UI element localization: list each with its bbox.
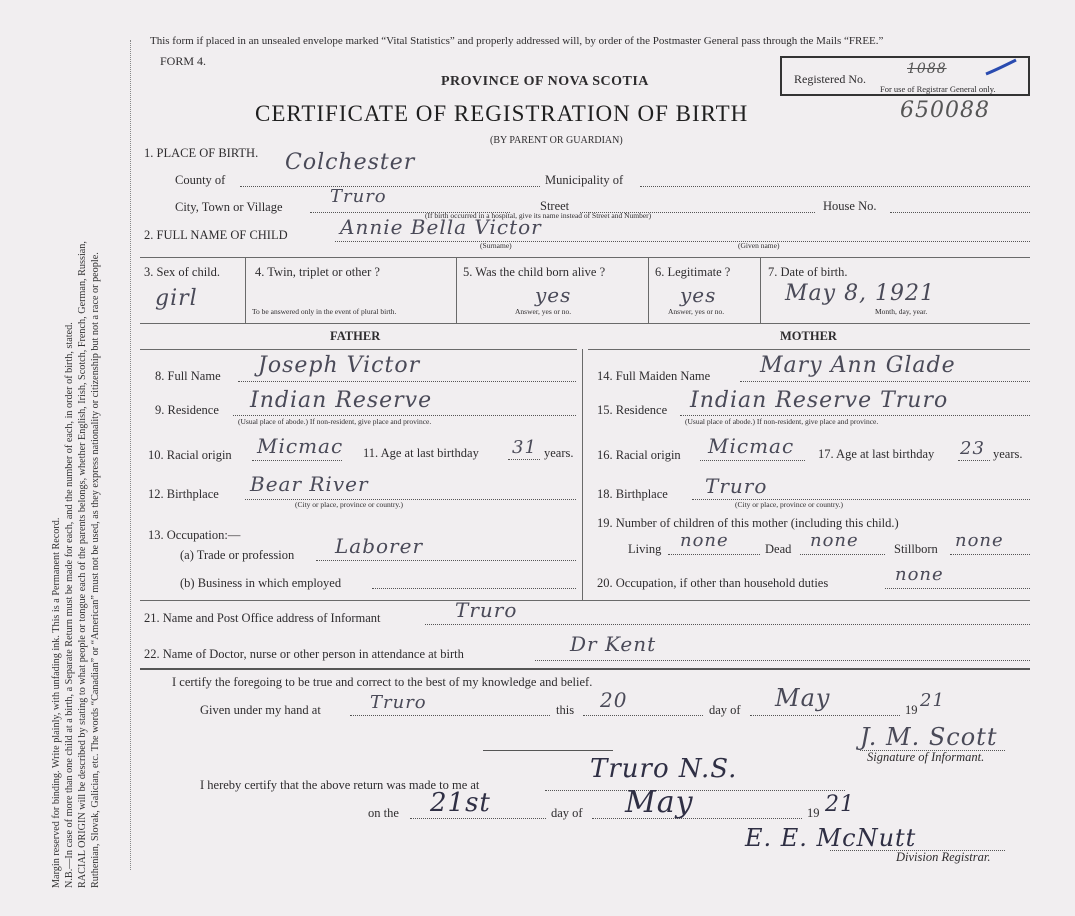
alive-value: yes: [535, 283, 572, 307]
surname-note: (Surname): [480, 241, 512, 250]
city-label: City, Town or Village: [175, 200, 283, 214]
given-place-line: [350, 715, 550, 716]
house-label: House No.: [823, 199, 877, 213]
registrar-day-line: [410, 818, 546, 819]
informant-line: [425, 624, 1030, 625]
mother-name-line: [740, 381, 1030, 382]
municipality-label: Municipality of: [545, 173, 624, 187]
certify-divider: [140, 668, 1030, 670]
informant-divider: [140, 600, 1030, 601]
mother-age-line: [958, 460, 990, 461]
mother-birthplace-note: (City or place, province or country.): [735, 500, 844, 509]
registrar-day-value: 21st: [430, 788, 491, 818]
father-name-line: [238, 381, 576, 382]
mother-occupation-line: [885, 588, 1030, 589]
certify-year-prefix: 19: [905, 703, 918, 717]
col-divider-3: [648, 257, 649, 323]
col-divider-2: [456, 257, 457, 323]
alive-note: Answer, yes or no.: [515, 307, 572, 316]
dob-label: 7. Date of birth.: [768, 265, 848, 279]
side-note-4: Ruthenian, Slovak, Galician, etc. The words “Canadian” or “American” must not be used, as they express nationality or citizenship but not a race or people.: [90, 252, 101, 888]
county-line: [240, 186, 540, 187]
living-value: none: [680, 530, 729, 551]
father-age-label: 11. Age at last birthday: [363, 446, 479, 460]
mother-birthplace-label: 18. Birthplace: [597, 487, 668, 501]
street-label: Street: [540, 199, 570, 213]
stillborn-line: [950, 554, 1030, 555]
child-name-line: [335, 241, 1030, 242]
registrar-statement: I hereby certify that the above return was made to me at: [200, 778, 480, 792]
city-value: Truro: [330, 186, 387, 207]
check-mark-icon: [982, 58, 1022, 78]
stamped-number: 650088: [900, 98, 990, 123]
dead-label: Dead: [765, 542, 792, 556]
side-note-2: N.B.—In case of more than one child at a birth, a Separate Return must be made for each, and the number of each, in order of birth, stated.: [64, 322, 75, 888]
registrar-month-value: May: [625, 785, 694, 820]
doctor-label: 22. Name of Doctor, nurse or other person in attendance at birth: [144, 647, 464, 661]
col-divider-1: [245, 257, 246, 323]
father-racial-label: 10. Racial origin: [148, 448, 232, 462]
legit-label: 6. Legitimate ?: [655, 265, 731, 279]
page-subtitle: (BY PARENT OR GUARDIAN): [490, 135, 623, 146]
father-trade-line: [316, 560, 576, 561]
certify-day-line: [583, 715, 703, 716]
mother-residence-label: 15. Residence: [597, 403, 668, 417]
father-birthplace-label: 12. Birthplace: [148, 487, 219, 501]
living-line: [668, 554, 760, 555]
father-business-line: [372, 588, 576, 589]
registrar-place-line: [545, 790, 845, 791]
mother-age-value: 23: [960, 438, 985, 459]
mother-birthplace-value: Truro: [705, 474, 768, 498]
father-occupation-label: 13. Occupation:—: [148, 528, 241, 542]
twin-label: 4. Twin, triplet or other ?: [255, 265, 380, 279]
municipality-line: [640, 186, 1030, 187]
registrar-year-prefix: 19: [807, 806, 820, 820]
mother-racial-value: Micmac: [708, 434, 795, 458]
child-name-label: 2. FULL NAME OF CHILD: [144, 228, 288, 242]
certify-day-of-label: day of: [709, 703, 741, 717]
father-residence-note: (Usual place of abode.) If non-resident, give place and province.: [238, 417, 432, 426]
father-residence-label: 9. Residence: [155, 403, 219, 417]
father-name-value: Joseph Victor: [258, 353, 421, 378]
informant-signature: J. M. Scott: [860, 723, 998, 751]
registrar-signature-label: Division Registrar.: [896, 850, 991, 864]
col-divider-4: [760, 257, 761, 323]
top-notice: This form if placed in an unsealed envelope marked “Vital Statistics” and properly addressed will, by order of the Postmaster General pass through the Mails “FREE.”: [150, 35, 884, 47]
certify-month-line: [750, 715, 900, 716]
father-residence-line: [233, 415, 576, 416]
county-label: County of: [175, 173, 226, 187]
father-business-label: (b) Business in which employed: [180, 576, 342, 590]
side-notes: [50, 241, 102, 888]
stillborn-value: none: [955, 530, 1004, 551]
father-racial-value: Micmac: [257, 434, 344, 458]
living-label: Living: [628, 542, 662, 556]
given-note: (Given name): [738, 241, 780, 250]
father-birthplace-note: (City or place, province or country.): [295, 500, 404, 509]
dead-line: [800, 554, 885, 555]
county-value: Colchester: [285, 150, 416, 175]
registrar-signature: E. E. McNutt: [745, 824, 917, 852]
registrar-month-line: [592, 818, 802, 819]
registrar-short-rule: [483, 750, 613, 751]
given-label: Given under my hand at: [200, 703, 321, 717]
row-divider-top: [140, 257, 1030, 258]
father-trade-value: Laborer: [335, 534, 424, 558]
form-number: FORM 4.: [160, 54, 207, 68]
certify-this-label: this: [556, 703, 575, 717]
row-divider-bottom: [140, 323, 1030, 324]
certify-statement: I certify the foregoing to be true and correct to the best of my knowledge and belief.: [172, 675, 593, 689]
legit-value: yes: [680, 283, 717, 307]
father-racial-line: [252, 460, 342, 461]
mother-name-label: 14. Full Maiden Name: [597, 369, 711, 383]
father-name-label: 8. Full Name: [155, 369, 221, 383]
certify-day-value: 20: [600, 688, 628, 712]
registered-no-box: [780, 56, 1030, 96]
parents-divider: [582, 349, 583, 600]
stillborn-label: Stillborn: [894, 542, 938, 556]
mother-racial-label: 16. Racial origin: [597, 448, 681, 462]
informant-signature-label: Signature of Informant.: [867, 750, 985, 764]
mother-children-label: 19. Number of children of this mother (including this child.): [597, 516, 899, 530]
place-heading: 1. PLACE OF BIRTH.: [144, 146, 259, 160]
informant-label: 21. Name and Post Office address of Informant: [144, 611, 381, 625]
father-birthplace-value: Bear River: [250, 472, 369, 496]
registrar-place-value: Truro N.S.: [590, 754, 738, 784]
father-heading-rule: [140, 349, 577, 350]
doctor-line: [535, 660, 1030, 661]
house-line: [890, 212, 1030, 213]
dob-note: Month, day, year.: [875, 307, 928, 316]
mother-residence-value: Indian Reserve Truro: [690, 388, 949, 413]
certify-year-value: 21: [920, 690, 945, 711]
registrar-note: For use of Registrar General only.: [880, 84, 996, 94]
mother-racial-line: [700, 460, 805, 461]
binding-margin-line: [130, 40, 131, 870]
father-trade-label: (a) Trade or profession: [180, 548, 295, 562]
mother-occupation-label: 20. Occupation, if other than household duties: [597, 576, 829, 590]
father-residence-value: Indian Reserve: [250, 388, 433, 413]
side-note-3: RACIAL ORIGIN will be described by stating to what people or tongue each of the parents belongs, whether English, Irish, Scotch, French, German, Russian,: [77, 241, 88, 888]
registrar-on-the-label: on the: [368, 806, 399, 820]
sex-label: 3. Sex of child.: [144, 265, 221, 279]
father-age-value: 31: [512, 437, 537, 458]
child-name-value: Annie Bella Victor: [340, 215, 542, 239]
certify-month-value: May: [775, 684, 831, 712]
father-age-line: [508, 459, 540, 460]
mother-residence-line: [680, 415, 1030, 416]
mother-name-value: Mary Ann Glade: [760, 353, 956, 378]
registrar-day-of-label: day of: [551, 806, 583, 820]
mother-residence-note: (Usual place of abode.) If non-resident, give place and province.: [685, 417, 879, 426]
doctor-value: Dr Kent: [570, 632, 657, 656]
given-place-value: Truro: [370, 692, 427, 713]
mother-years: years.: [993, 447, 1023, 461]
province-heading: PROVINCE OF NOVA SCOTIA: [441, 74, 649, 89]
alive-label: 5. Was the child born alive ?: [463, 265, 606, 279]
father-heading: FATHER: [330, 329, 381, 343]
dob-value: May 8, 1921: [785, 281, 936, 306]
mother-heading-rule: [588, 349, 1030, 350]
registered-no-label: Registered No.: [794, 72, 866, 86]
registrar-year-value: 21: [825, 792, 855, 817]
sex-value: girl: [155, 286, 198, 311]
registered-no-value: 1088: [907, 61, 947, 77]
side-note-1: Margin reserved for binding. Write plainly, with unfading ink. This is a Permanent Record.: [51, 517, 62, 888]
hospital-note: (If birth occurred in a hospital, give its name instead of Street and Number): [425, 211, 652, 220]
mother-heading: MOTHER: [780, 329, 837, 343]
dead-value: none: [810, 530, 859, 551]
informant-value: Truro: [455, 598, 518, 622]
father-years: years.: [544, 446, 574, 460]
legit-note: Answer, yes or no.: [668, 307, 725, 316]
mother-age-label: 17. Age at last birthday: [818, 447, 935, 461]
twin-note: To be answered only in the event of plural birth.: [252, 307, 397, 316]
mother-occupation-value: none: [895, 564, 944, 585]
page-title: CERTIFICATE OF REGISTRATION OF BIRTH: [255, 101, 749, 126]
